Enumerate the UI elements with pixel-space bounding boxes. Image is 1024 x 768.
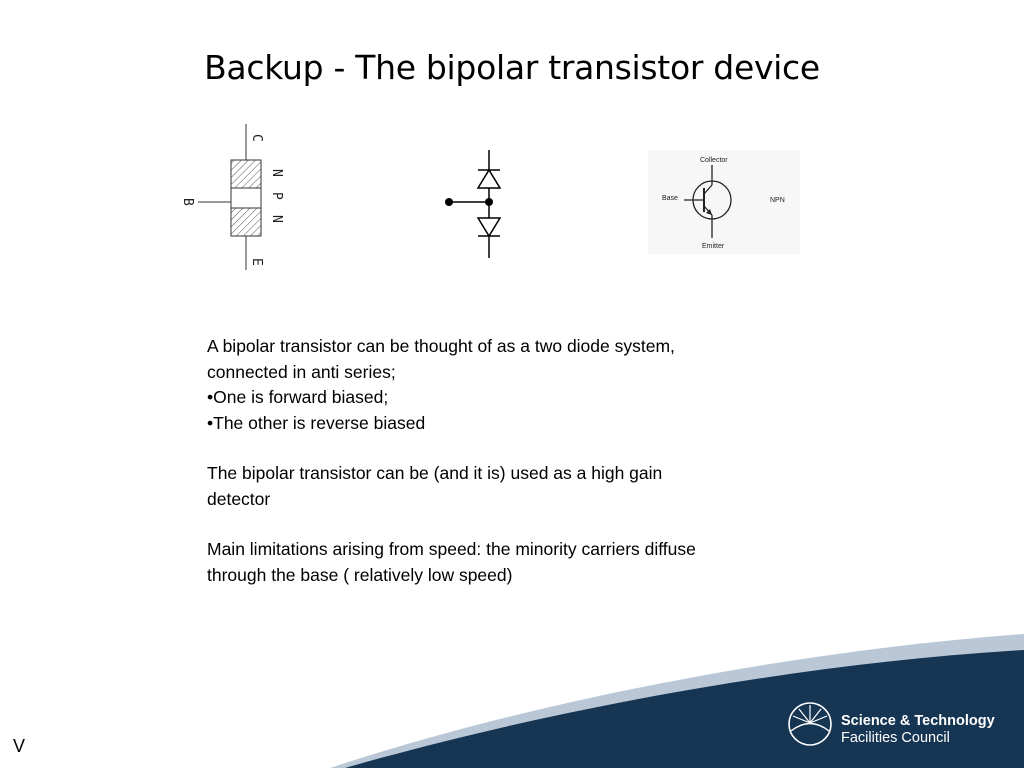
emitter-letter: E bbox=[249, 258, 264, 266]
logo-line-2: Facilities Council bbox=[841, 730, 950, 746]
base-text: Base bbox=[662, 195, 678, 202]
collector-text: Collector bbox=[700, 157, 728, 164]
collector-letter: C bbox=[249, 134, 264, 142]
para1-line1: A bipolar transistor can be thought of as a two diode system, bbox=[207, 336, 675, 356]
para3-line2: through the base ( relatively low speed) bbox=[207, 564, 513, 585]
layer-letter-n-bottom: N bbox=[269, 215, 284, 223]
npn-text: NPN bbox=[770, 197, 785, 204]
corner-letter: V bbox=[13, 736, 26, 756]
para2-line1: The bipolar transistor can be (and it is) used as a high gain bbox=[207, 463, 663, 483]
logo-line-1: Science & Technology bbox=[841, 713, 995, 729]
banner-dark-band bbox=[345, 650, 1024, 768]
stfc-logo-text bbox=[841, 713, 995, 747]
layer-letter-n-top: N bbox=[269, 169, 284, 177]
para1-line2: connected in anti series; bbox=[207, 361, 396, 382]
emitter-text: Emitter bbox=[702, 243, 725, 250]
slide-title: Backup - The bipolar transistor device bbox=[204, 48, 820, 87]
bullet-forward-biased: •One is forward biased; bbox=[207, 387, 389, 407]
para3-line1: Main limitations arising from speed: the minority carriers diffuse bbox=[207, 539, 696, 559]
base-letter: B bbox=[180, 198, 195, 206]
layer-letter-p: P bbox=[269, 192, 284, 200]
bullet-reverse-biased: •The other is reverse biased bbox=[207, 412, 426, 433]
para2-line2: detector bbox=[207, 488, 271, 509]
